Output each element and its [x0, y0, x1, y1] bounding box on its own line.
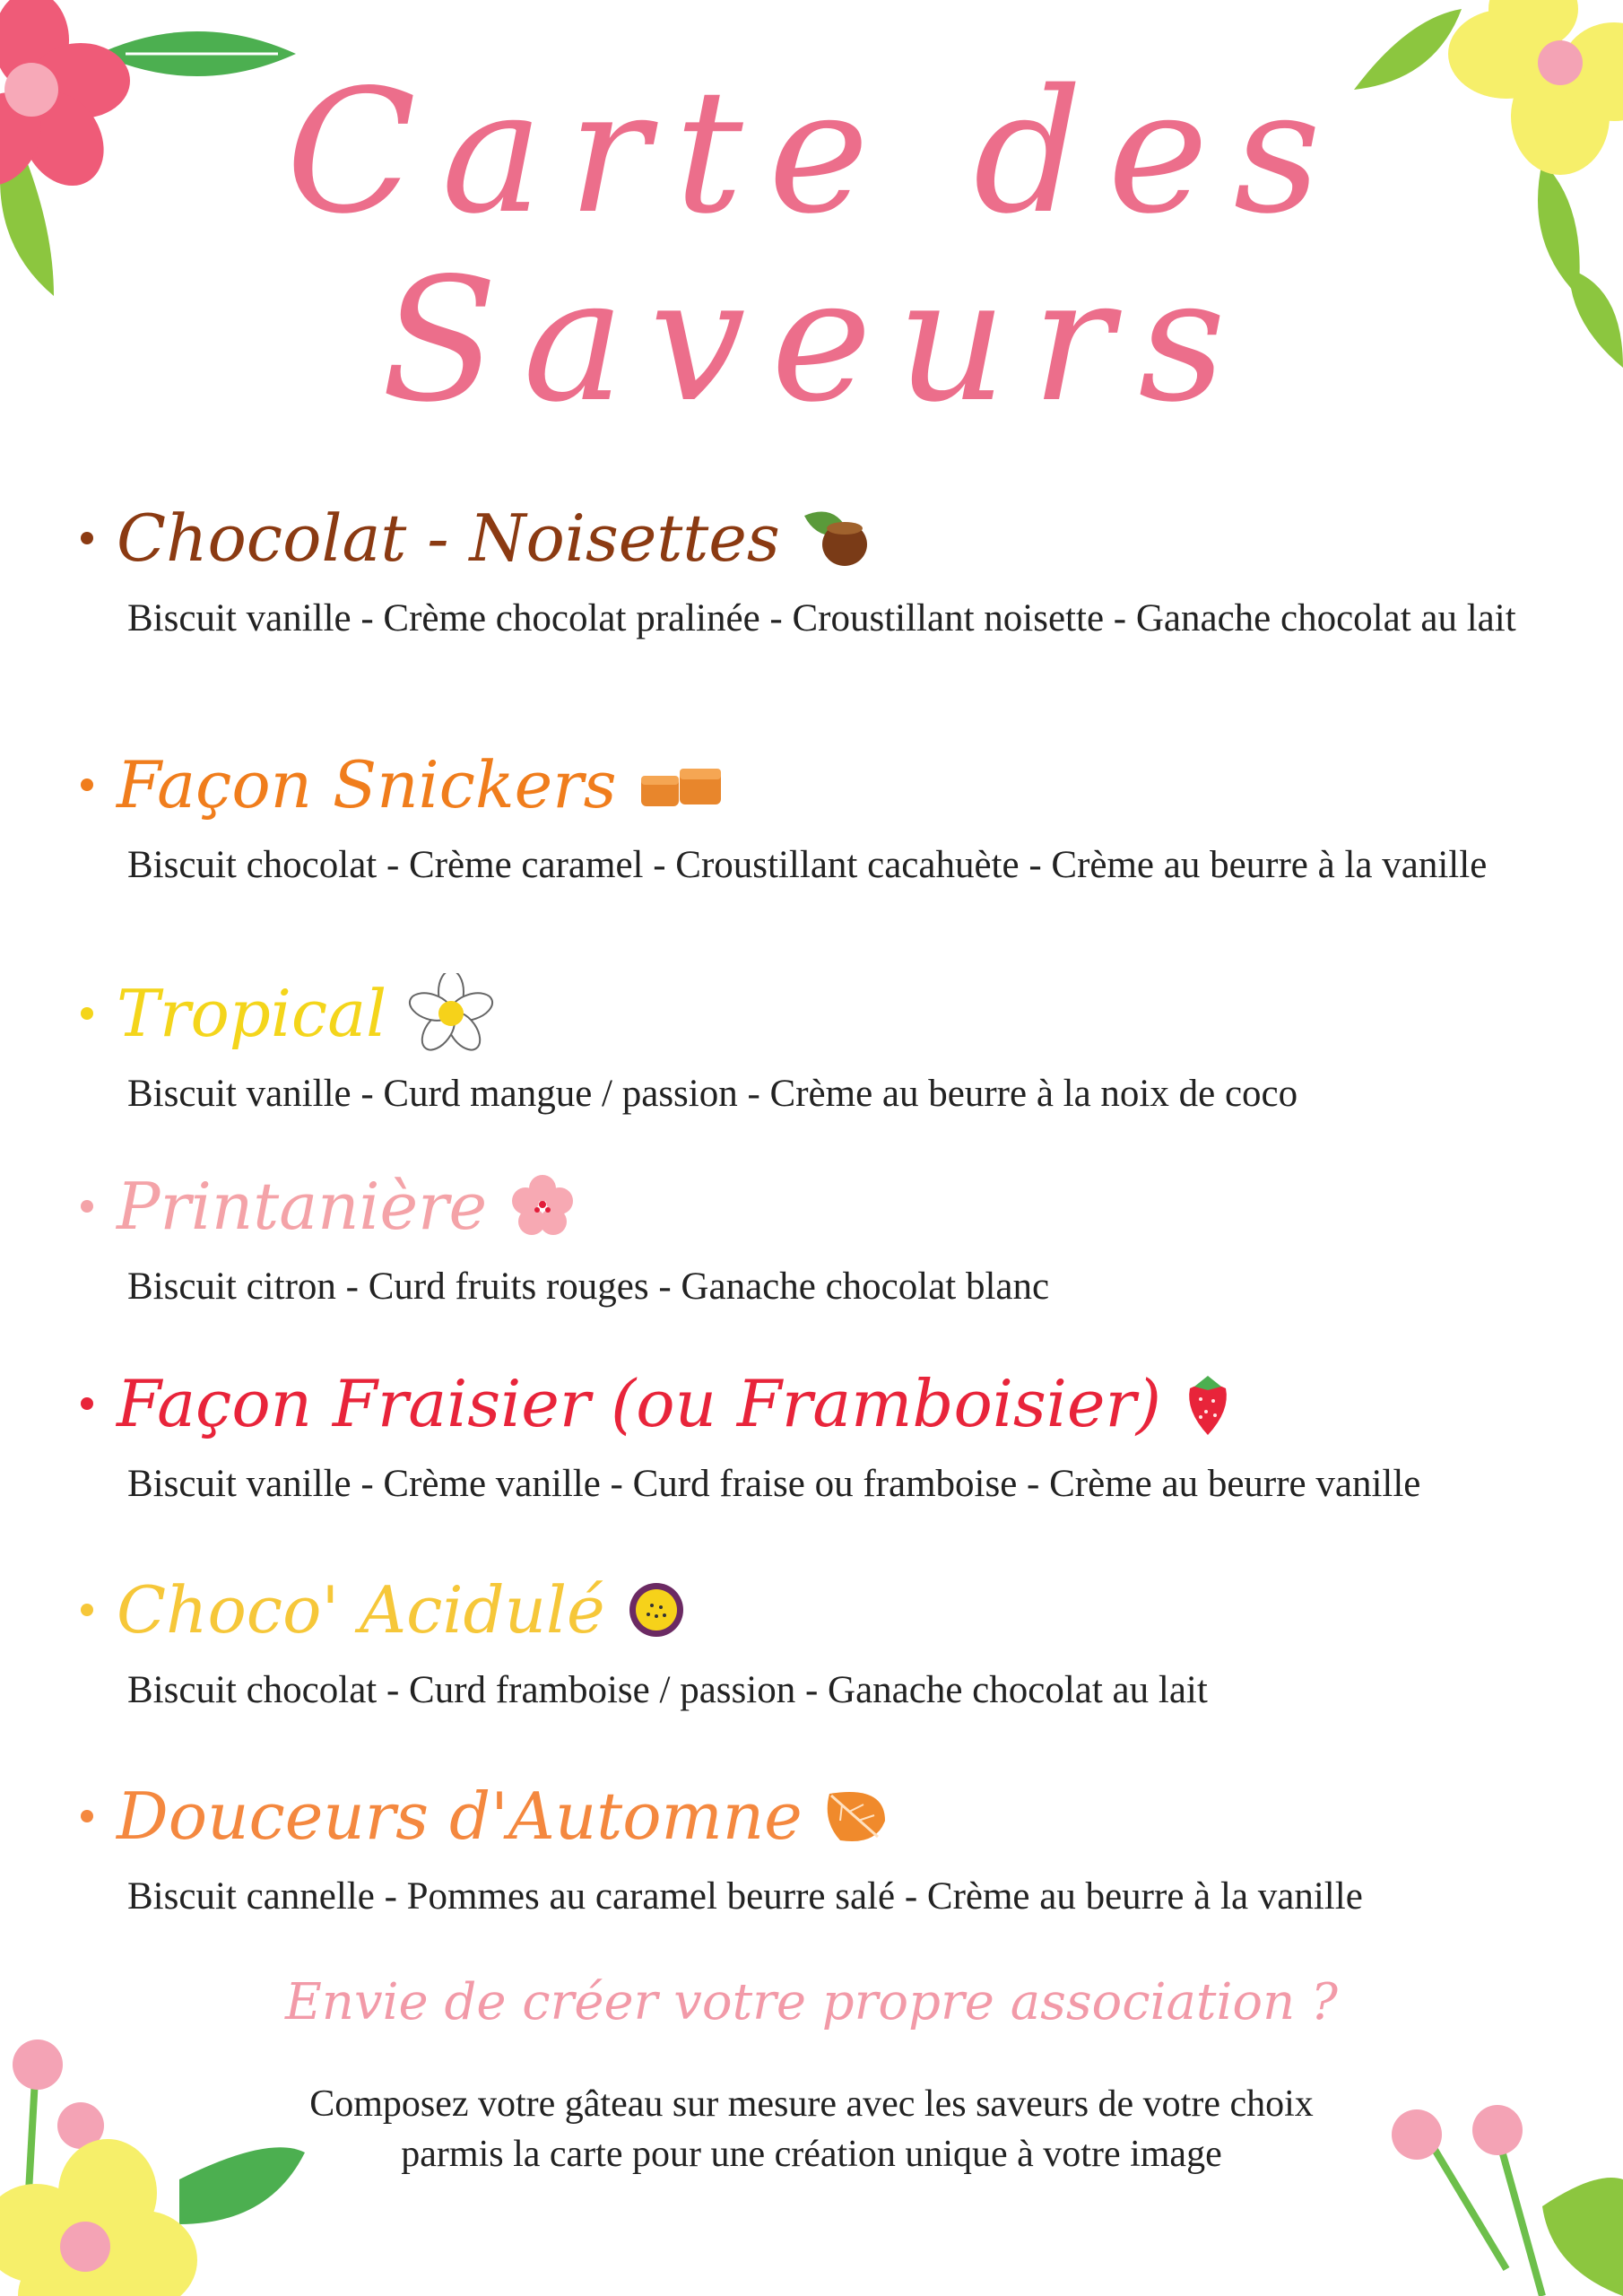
bottom-left-flower-decoration: [0, 2027, 323, 2296]
flavor-description: Biscuit chocolat - Curd framboise / passion - Ganache chocolat au lait: [127, 1669, 1208, 1711]
flavor-item-tropical: [81, 964, 1587, 1120]
flavor-item-facon-fraisier: [81, 1354, 1587, 1510]
caramel-icon: [637, 758, 726, 812]
bullet-dot: [81, 1007, 93, 1020]
page-title-line-2: Saveurs: [381, 241, 1251, 439]
flavor-item-choco-acidule: [81, 1561, 1587, 1717]
custom-association-text: Composez votre gâteau sur mesure avec les saveurs de votre choix parmis la carte pour une création unique à votre image: [309, 2083, 1314, 2175]
flavor-name: Douceurs d'Automne: [117, 1779, 803, 1854]
bullet-dot: [81, 1810, 93, 1822]
bullet-dot: [81, 1604, 93, 1616]
bullet-dot: [81, 532, 93, 544]
flavor-name: Choco' Acidulé: [117, 1572, 605, 1648]
page-title-line-1: Carte des: [285, 53, 1347, 251]
flavor-description: Biscuit vanille - Curd mangue / passion - Crème au beurre à la noix de coco: [127, 1073, 1298, 1115]
passion-fruit-icon: [625, 1578, 688, 1641]
flavor-description: Biscuit vanille - Crème vanille - Curd fraise ou framboise - Crème au beurre vanille: [127, 1463, 1421, 1505]
bullet-dot: [81, 1200, 93, 1213]
flavor-item-facon-snickers: [81, 735, 1587, 891]
flavor-description: Biscuit cannelle - Pommes au caramel beurre salé - Crème au beurre à la vanille: [127, 1875, 1363, 1918]
flavor-item-printaniere: [81, 1157, 1587, 1313]
autumn-leaf-icon: [822, 1785, 890, 1848]
custom-association-title: Envie de créer votre propre association ?: [285, 1973, 1338, 2031]
flavor-description: Biscuit citron - Curd fruits rouges - Ganache chocolat blanc: [127, 1265, 1050, 1308]
bullet-dot: [81, 778, 93, 791]
frangipani-icon: [406, 973, 496, 1054]
flavor-name: Façon Snickers: [117, 747, 617, 822]
flavor-item-douceurs-automne: [81, 1767, 1587, 1923]
cherry-blossom-icon: [507, 1170, 578, 1242]
flavor-name: Tropical: [117, 976, 387, 1051]
flavor-name: Printanière: [117, 1169, 488, 1244]
flavor-item-chocolat-noisettes: [81, 489, 1587, 645]
flavor-description: Biscuit vanille - Crème chocolat pralinée - Croustillant noisette - Ganache chocolat au lait: [127, 597, 1516, 639]
bottom-right-flower-decoration: [1336, 2090, 1623, 2296]
flavor-name: Façon Fraisier (ou Framboisier): [117, 1366, 1161, 1441]
flavor-name: Chocolat - Noisettes: [117, 500, 780, 576]
bullet-dot: [81, 1397, 93, 1410]
flavor-description: Biscuit chocolat - Crème caramel - Croustillant cacahuète - Crème au beurre à la vanille: [127, 844, 1488, 886]
hazelnut-icon: [800, 507, 872, 570]
strawberry-icon: [1181, 1370, 1235, 1438]
